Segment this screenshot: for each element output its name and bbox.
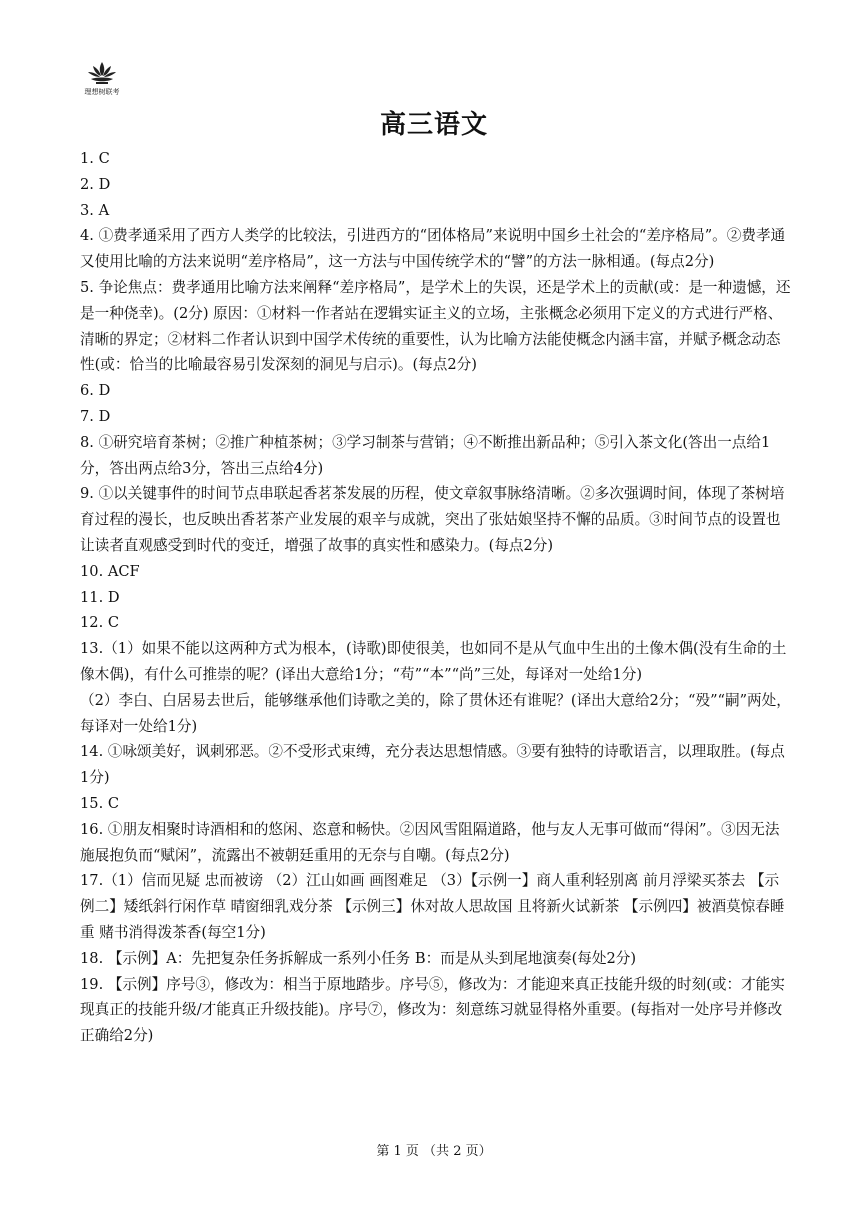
- answer-item: 16. ①朋友相聚时诗酒相和的悠闲、恣意和畅快。②因风雪阻隔道路，他与友人无事可做而“得闲”。③因无法施展抱负而“赋闲”，流露出不被朝廷重用的无奈与自嘲。(每点2分): [80, 820, 780, 864]
- answer-item: 4. ①费孝通采用了西方人类学的比较法，引进西方的“团体格局”来说明中国乡土社会的“差序格局”。②费孝通又使用比喻的方法来说明“差序格局”，这一方法与中国传统学术的“譬”的方法一脉相通。(每点2分): [80, 227, 786, 271]
- page-footer: 第 1 页 （共 2 页）: [376, 1144, 492, 1159]
- answer-item: 3. A: [80, 201, 110, 219]
- logo: [76, 60, 128, 97]
- answer-item: 10. ACF: [80, 562, 140, 580]
- answer-item: 7. D: [80, 407, 111, 425]
- answer-item: 5. 争论焦点：费孝通用比喻方法来阐释“差序格局”，是学术上的失误，还是学术上的贡献(或：是一种遗憾，还是一种侥幸)。(2分) 原因：①材料一作者站在逻辑实证主义的立场，主张概念必须用下定义的方式进行严格、清晰的界定；②材料二作者认识到中国学术传统的重要性，认为比喻方法能使概念内涵丰富，并赋予概念动态性(或：恰当的比喻最容易引发深刻的洞见与启示)。(每点2分): [80, 278, 791, 374]
- answer-item: 1. C: [80, 150, 110, 167]
- logo-text: 理想树联考: [84, 88, 120, 96]
- answer-item: 17.（1）信而见疑 忠而被谤 （2）江山如画 画图难足 （3）【示例一】商人重利轻别离 前月浮梁买茶去 【示例二】矮纸斜行闲作草 晴窗细乳戏分茶 【示例三】休对故人思故国 且将新火试新茶 【示例四】被酒莫惊春睡重 赌书消得泼茶香(每空1分): [80, 872, 785, 941]
- answer-item: 9. ①以关键事件的时间节点串联起香茗茶发展的历程，使文章叙事脉络清晰。②多次强调时间，体现了茶树培育过程的漫长，也反映出香茗茶产业发展的艰辛与成就，突出了张姑娘坚持不懈的品质。③时间节点的设置也让读者直观感受到时代的变迁，增强了故事的真实性和感染力。(每点2分): [80, 485, 785, 554]
- lotus-logo-icon: [87, 60, 117, 86]
- answer-item: 6. D: [80, 382, 111, 400]
- page-title: 高三语文: [379, 110, 488, 140]
- answer-item: 19. 【示例】序号③，修改为：相当于原地踏步。序号⑤，修改为：才能迎来真正技能升级的时刻(或：才能实现真正的技能升级/才能真正升级技能)。序号⑦，修改为：刻意练习就显得格外重要。(每指对一处序号并修改正确给2分): [80, 975, 785, 1045]
- answer-item: 11. D: [80, 588, 120, 606]
- answer-item: 15. C: [80, 794, 120, 812]
- answer-item: 2. D: [80, 175, 111, 193]
- answer-item: 18. 【示例】A：先把复杂任务拆解成一系列小任务 B：而是从头到尾地演奏(每处2分): [80, 949, 637, 967]
- answer-item: 13.（1）如果不能以这两种方式为根本，(诗歌)即使很美，也如同不是从气血中生出的土像木偶(没有生命的土像木偶)，有什么可推崇的呢？(译出大意给1分；“苟”“本”“尚”三处，每译对一处给1分): [80, 640, 787, 683]
- answer-item: 14. ①咏颂美好，讽刺邪恶。②不受形式束缚，充分表达思想情感。③要有独特的诗歌语言，以理取胜。(每点1分): [80, 743, 785, 787]
- answer-list: [80, 146, 792, 1049]
- answer-item: 12. C: [80, 614, 120, 632]
- answer-item: 8. ①研究培育茶树；②推广种植茶树；③学习制茶与营销；④不断推出新品种；⑤引入茶文化(答出一点给1分，答出两点给3分，答出三点给4分): [80, 433, 771, 477]
- answer-subitem: （2）李白、白居易去世后，能够继承他们诗歌之美的，除了贯休还有谁呢？(译出大意给2分；“殁”“嗣”两处，每译对一处给1分): [80, 691, 791, 735]
